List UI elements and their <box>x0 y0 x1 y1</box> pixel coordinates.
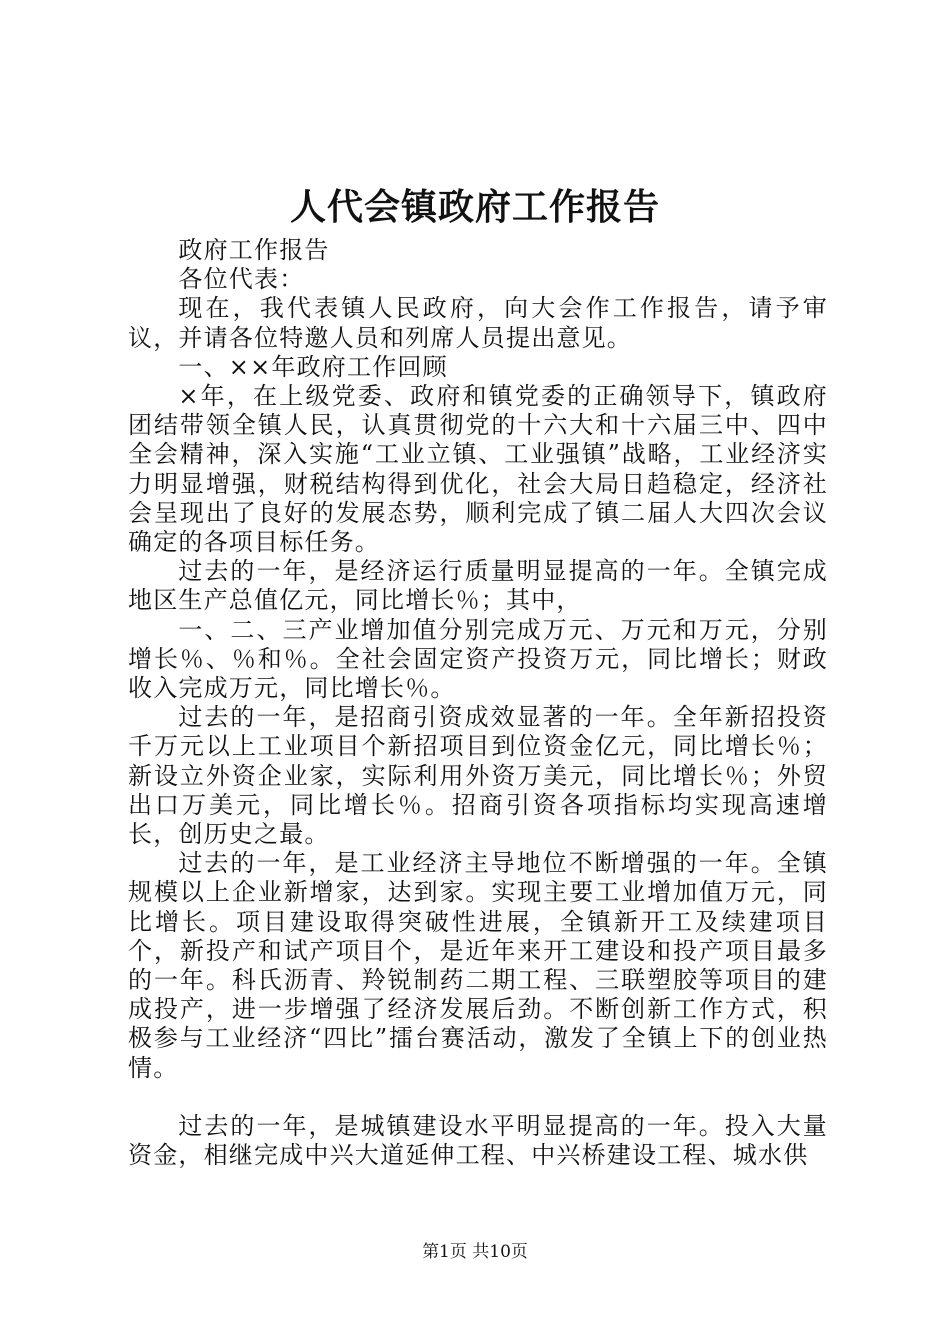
paragraph-intro: 现在，我代表镇人民政府，向大会作工作报告，请予审议，并请各位特邀人员和列席人员提出意见。 <box>128 294 828 352</box>
section-heading: 一、××年政府工作回顾 <box>178 352 448 381</box>
paragraph: 过去的一年，是城镇建设水平明显提高的一年。投入大量资金，相继完成中兴大道延伸工程、中兴桥建设工程、城水供 <box>128 1112 828 1170</box>
paragraph-salutation: 各位代表： <box>178 265 305 294</box>
paragraph: 过去的一年，是招商引资成效显著的一年。全年新招投资千万元以上工业项目个新招项目到位资金亿元，同比增长％；新设立外资企业家，实际利用外资万美元，同比增长％；外贸出口万美元，同比增长％。招商引资各项指标均实现高速增长，创历史之最。 <box>128 703 828 849</box>
paragraph: ×年，在上级党委、政府和镇党委的正确领导下，镇政府团结带领全镇人民，认真贯彻党的十六大和十六届三中、四中全会精神，深入实施“工业立镇、工业强镇”战略，工业经济实力明显增强，财税结构得到优化，社会大局日趋稳定，经济社会呈现出了良好的发展态势，顺利完成了镇二届人大四次会议确定的各项目标任务。 <box>128 382 828 557</box>
paragraph: 一、二、三产业增加值分别完成万元、万元和万元，分别增长％、％和％。全社会固定资产投资万元，同比增长；财政收入完成万元，同比增长％。 <box>128 615 828 703</box>
document-title: 人代会镇政府工作报告 <box>289 186 660 228</box>
paragraph: 过去的一年，是工业经济主导地位不断增强的一年。全镇规模以上企业新增家，达到家。实现主要工业增加值万元，同比增长。项目建设取得突破性进展，全镇新开工及续建项目个，新投产和试产项目个，是近年来开工建设和投产项目最多的一年。科氏沥青、羚锐制药二期工程、三联塑胶等项目的建成投产，进一步增强了经济发展后劲。不断创新工作方式，积极参与工业经济“四比”擂台赛活动，激发了全镇上下的创业热情。 <box>128 849 828 1082</box>
document-body <box>128 236 828 1170</box>
paragraph-heading: 政府工作报告 <box>178 236 330 264</box>
page-number-footer: 第1页 共10页 <box>422 1242 528 1262</box>
paragraph: 过去的一年，是经济运行质量明显提高的一年。全镇完成地区生产总值亿元，同比增长％；其中， <box>128 557 828 615</box>
